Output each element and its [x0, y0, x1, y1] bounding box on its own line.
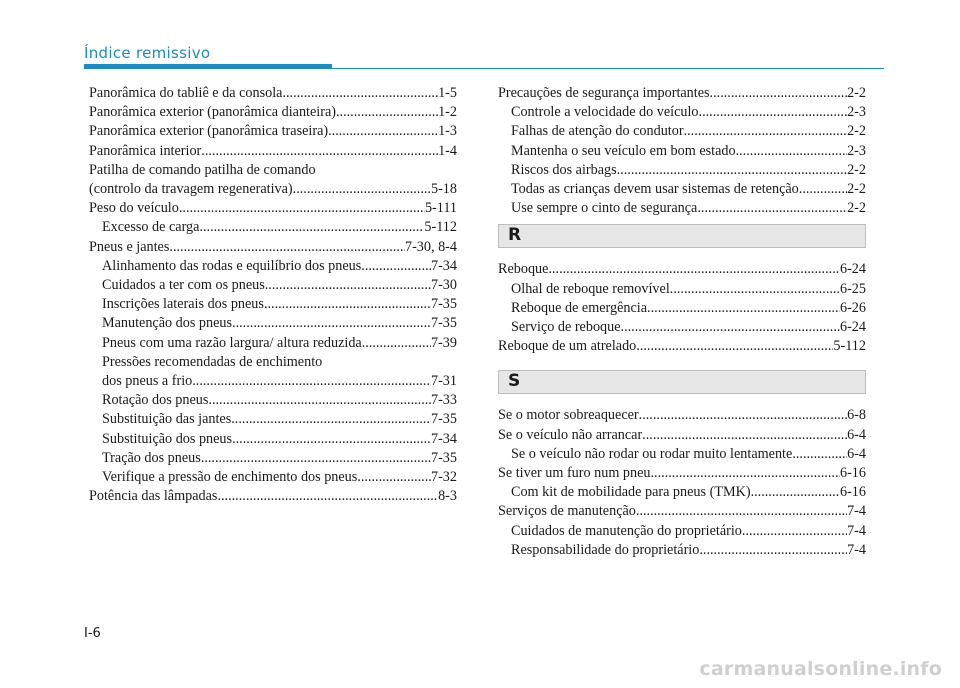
- dot-leader: [736, 142, 848, 161]
- index-entry: [102, 353, 457, 391]
- index-entry-label: Pneus com uma razão largura/ altura reduzida: [102, 334, 362, 351]
- index-entry: [89, 199, 457, 218]
- index-entry: [498, 502, 866, 521]
- index-entry: [511, 180, 866, 199]
- index-entry: [102, 391, 457, 410]
- dot-leader: [336, 103, 438, 122]
- index-entry: [511, 280, 866, 299]
- dot-leader: [639, 406, 847, 425]
- index-entry-page: 2-2: [847, 161, 866, 178]
- dot-leader: [636, 337, 833, 356]
- dot-leader: [201, 142, 438, 161]
- index-entry: [511, 142, 866, 161]
- dot-leader: [328, 122, 438, 141]
- dot-leader: [361, 257, 431, 276]
- index-entry-page: 7-35: [430, 449, 457, 466]
- index-entry-label: Riscos dos airbags: [511, 161, 617, 178]
- dot-leader: [684, 122, 848, 141]
- index-entry-label: Reboque: [498, 261, 549, 278]
- index-entry: [102, 257, 457, 276]
- index-entry: [511, 199, 866, 218]
- dot-leader: [710, 84, 848, 103]
- index-entry: [102, 430, 457, 449]
- index-entry-label: Inscrições laterais dos pneus: [102, 296, 264, 313]
- index-entry: [89, 84, 457, 103]
- index-entry-page: 2-3: [847, 104, 866, 121]
- index-entry-label: Se o veículo não rodar ou rodar muito lentamente: [511, 445, 793, 462]
- index-entry: [511, 445, 866, 464]
- index-column-right: [498, 84, 866, 560]
- index-entry: [89, 103, 457, 122]
- index-entry-label: Alinhamento das rodas e equilíbrio dos pneus: [102, 257, 362, 274]
- index-entry-label: Serviço de reboque: [511, 319, 621, 336]
- index-entry-page: 5-18: [430, 181, 457, 198]
- dot-leader: [362, 334, 431, 353]
- index-entry-label: Manutenção dos pneus: [102, 315, 233, 332]
- index-entry-label: Se o motor sobreaquecer: [498, 407, 639, 424]
- dot-leader: [265, 276, 431, 295]
- index-entry: [511, 483, 866, 502]
- index-entry-label: Responsabilidade do proprietário: [511, 541, 700, 558]
- dot-leader: [217, 487, 438, 506]
- header-rule: [84, 68, 884, 69]
- index-entry-label: Panorâmica exterior (panorâmica traseira): [89, 123, 329, 140]
- section-letter-s: S: [508, 371, 521, 392]
- index-entry-page: 2-2: [847, 123, 866, 140]
- index-entry-page: 7-4: [847, 503, 866, 520]
- index-entry-page: 1-2: [438, 104, 457, 121]
- index-entry-page: 6-16: [839, 484, 866, 501]
- dot-leader: [264, 295, 431, 314]
- index-entry-label: Todas as crianças devem usar sistemas de retenção: [511, 181, 799, 198]
- index-entry-page: 7-34: [430, 257, 457, 274]
- index-entry-page: 7-31: [430, 373, 457, 390]
- index-entry-label: Rotação dos pneus: [102, 392, 209, 409]
- index-entry-label: Mantenha o seu veículo em bom estado: [511, 142, 736, 159]
- index-entry: [89, 487, 457, 506]
- index-entry-label: Verifique a pressão de enchimento dos pneus: [102, 469, 358, 486]
- index-entry: [102, 314, 457, 333]
- dot-leader: [201, 449, 431, 468]
- index-entry-label: Potência das lâmpadas: [89, 488, 218, 505]
- index-entry-label: Com kit de mobilidade para pneus (TMK): [511, 484, 751, 501]
- index-entry-page: 5-112: [833, 338, 866, 355]
- index-entry-page: 7-32: [430, 469, 457, 486]
- index-entry-label: Controle a velocidade do veículo: [511, 104, 699, 121]
- dot-leader: [199, 218, 424, 237]
- index-entry-label: Precauções de segurança importantes: [498, 85, 710, 101]
- index-entry: [511, 522, 866, 541]
- index-entry: [102, 449, 457, 468]
- dot-leader: [357, 468, 431, 487]
- header-title: Índice remissivo: [84, 44, 211, 62]
- index-entry-page: 7-4: [847, 541, 866, 558]
- index-entry-page: 6-8: [847, 407, 866, 424]
- index-entry: [89, 142, 457, 161]
- dot-leader: [742, 522, 847, 541]
- index-entry-label: Patilha de comando patilha de comando: [89, 161, 316, 178]
- index-entry-label-cont: dos pneus a frio: [102, 373, 193, 390]
- dot-leader: [232, 314, 431, 333]
- index-entry: [89, 161, 457, 199]
- index-entry: [511, 103, 866, 122]
- section-header-s: [498, 370, 866, 394]
- index-entry: [498, 426, 866, 445]
- index-entry-page: 6-16: [839, 465, 866, 482]
- index-entry: [498, 406, 866, 425]
- index-entry-page: 2-2: [847, 181, 866, 198]
- index-entry-label: Panorâmica do tabliê e da consola: [89, 85, 283, 101]
- dot-leader: [647, 299, 840, 318]
- index-entry: [89, 238, 457, 257]
- dot-leader: [699, 541, 847, 560]
- index-entry-label: Substituição das jantes: [102, 411, 232, 428]
- dot-leader: [651, 464, 840, 483]
- index-entry-page: 2-2: [847, 85, 866, 101]
- dot-leader: [169, 238, 405, 257]
- index-entry-page: 6-4: [847, 426, 866, 443]
- index-entry-label: Pneus e jantes: [89, 238, 170, 255]
- index-entry-page: 7-33: [430, 392, 457, 409]
- index-entry-label: Falhas de atenção do condutor: [511, 123, 684, 140]
- index-column-left: [89, 84, 457, 506]
- index-entry: [511, 299, 866, 318]
- index-entry: [498, 260, 866, 279]
- index-entry-page: 6-24: [839, 319, 866, 336]
- dot-leader: [208, 391, 431, 410]
- index-entry-label: Se tiver um furo num pneu: [498, 465, 651, 482]
- index-entry-page: 6-26: [839, 299, 866, 316]
- index-entry: [102, 276, 457, 295]
- index-entry-page: 7-39: [430, 334, 457, 351]
- index-entry: [89, 122, 457, 141]
- index-entry-page: 5-112: [424, 219, 457, 236]
- index-entry-label: Panorâmica exterior (panorâmica dianteira): [89, 104, 336, 121]
- index-entry: [102, 334, 457, 353]
- index-entry-label: Cuidados de manutenção do proprietário: [511, 522, 742, 539]
- index-entry-page: 5-111: [424, 200, 457, 217]
- section-letter-r: R: [508, 225, 522, 246]
- index-entry: [511, 161, 866, 180]
- section-header-r: [498, 224, 866, 248]
- index-entry-label-cont: (controlo da travagem regenerativa): [89, 181, 293, 198]
- index-entry: [511, 541, 866, 560]
- index-entry-label: Pressões recomendadas de enchimento: [102, 353, 323, 370]
- index-entry-label: Serviços de manutenção: [498, 503, 636, 520]
- index-entry-label: Peso do veículo: [89, 200, 179, 217]
- index-entry: [102, 295, 457, 314]
- dot-leader: [617, 161, 847, 180]
- dot-leader: [232, 430, 431, 449]
- index-entry-page: 1-3: [438, 123, 457, 140]
- index-entry-label: Excesso de carga: [102, 219, 200, 236]
- page-number: I-6: [84, 626, 101, 641]
- dot-leader: [282, 84, 438, 103]
- index-entry-page: 7-4: [847, 522, 866, 539]
- index-entry-page: 1-4: [438, 142, 457, 159]
- index-entry-page: 2-3: [847, 142, 866, 159]
- dot-leader: [697, 199, 847, 218]
- dot-leader: [179, 199, 425, 218]
- dot-leader: [548, 260, 840, 279]
- index-entry-label: Cuidados a ter com os pneus: [102, 277, 265, 294]
- index-entry: [102, 410, 457, 429]
- index-entry-page: 6-4: [847, 445, 866, 462]
- watermark: carmanualsonline.info: [699, 658, 942, 680]
- index-entry-label: Panorâmica interior: [89, 142, 202, 159]
- index-entry: [102, 468, 457, 487]
- dot-leader: [293, 180, 431, 199]
- index-entry-label: Substituição dos pneus: [102, 430, 233, 447]
- index-entry-page: 7-35: [430, 411, 457, 428]
- dot-leader: [636, 502, 847, 521]
- index-entry: [498, 464, 866, 483]
- index-entry-label: Use sempre o cinto de segurança: [511, 200, 698, 217]
- index-entry-page: 6-25: [839, 280, 866, 297]
- dot-leader: [699, 103, 848, 122]
- index-entry-page: 6-24: [839, 261, 866, 278]
- index-entry-label: Se o veículo não arrancar: [498, 426, 643, 443]
- index-entry-label: Olhal de reboque removível: [511, 280, 670, 297]
- dot-leader: [192, 372, 431, 391]
- index-entry-page: 2-2: [847, 200, 866, 217]
- index-entry-page: 7-30, 8-4: [404, 238, 457, 255]
- index-entry: [498, 337, 866, 356]
- dot-leader: [751, 483, 840, 502]
- dot-leader: [621, 318, 840, 337]
- dot-leader: [792, 445, 847, 464]
- index-entry: [102, 218, 457, 237]
- index-entry-page: 7-35: [430, 315, 457, 332]
- index-entry-page: 7-30: [430, 277, 457, 294]
- index-entry: [498, 84, 866, 103]
- index-entry-label: Tração dos pneus: [102, 449, 201, 466]
- index-entry: [511, 122, 866, 141]
- index-entry-page: 7-35: [430, 296, 457, 313]
- dot-leader: [642, 426, 847, 445]
- dot-leader: [670, 280, 840, 299]
- index-entry: [511, 318, 866, 337]
- index-entry-page: 8-3: [438, 488, 457, 505]
- index-entry-page: 7-34: [430, 430, 457, 447]
- index-entry-label: Reboque de emergência: [511, 299, 648, 316]
- index-entry-page: 1-5: [438, 85, 457, 101]
- index-entry-label: Reboque de um atrelado: [498, 338, 637, 355]
- dot-leader: [799, 180, 847, 199]
- dot-leader: [231, 410, 431, 429]
